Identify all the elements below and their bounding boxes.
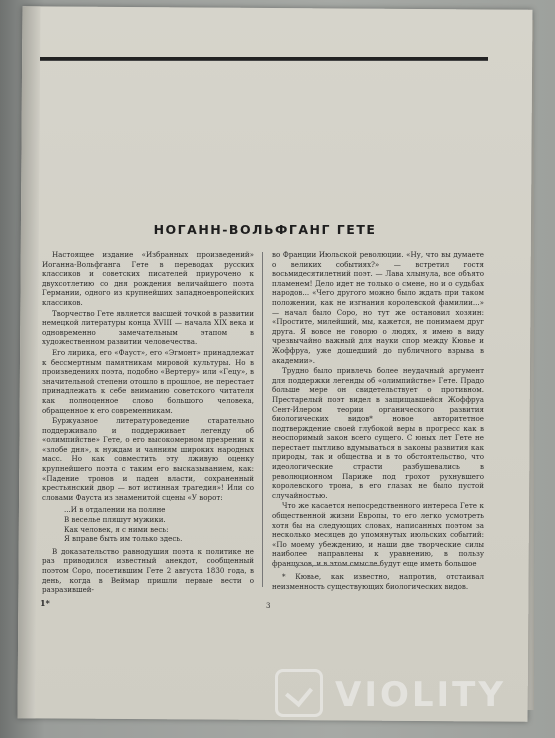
poem-line: Я вправе быть им только здесь.: [64, 534, 183, 544]
left-column: [42, 250, 254, 596]
paragraph: В доказательство равнодушия поэта к политике не раз приводился известный анекдот, сообщенный поэтом Соро, посетившим Гете 2 августа 1830 года, в день, когда в Веймар пришли первые вести о разразившей-: [42, 546, 254, 595]
page-gutter: [18, 6, 41, 718]
checkmark-icon: [275, 669, 323, 717]
paragraph: Что же касается непосредственного интереса Гете к общественной жизни Европы, то его легко усмотреть хотя бы на следующих словах, написанных поэтом за несколько месяцев до упомянутых июльских событий: «По моему убеждению, и наши две творческие силы наиболее направлены к уравнению, в пользу французов, и в этом смысле будут еще иметь большое: [272, 501, 484, 568]
paragraph: Настоящее издание «Избранных произведений» Иоганна-Вольфганга Гете в переводах русских классиков и советских писателей приурочено к двухсотлетию со дня рождения величайшего поэта Германии, одного из крупнейших западноевропейских классиков.: [42, 250, 254, 307]
watermark-logo: [275, 665, 545, 725]
paragraph: Буржуазное литературоведение старательно поддерживало и поддерживает легенду об «олимпийстве» Гете, о его высокомерном презрении к «злобе дня», к нуждам и чаяниям широких народных масс. Но как совместить эту лживую оценку крупнейшего поэта с таким его высказыванием, как: «Падение тронов и паден власти, сохраненный крестьянский двор — вот истинная трагедия»! Или со словами Фауста из знаменитой сцены «У ворот:: [42, 416, 254, 502]
signature-mark: 1*: [40, 598, 50, 608]
column-divider: [262, 252, 263, 587]
poem-line: Как человек, я с ними весь:: [64, 524, 169, 534]
chapter-title: НОГАНН-ВОЛЬФГАНГ ГЕТЕ: [153, 222, 377, 237]
footnote-rule: [290, 565, 380, 566]
footnote: [272, 572, 484, 591]
header-rule: [40, 57, 488, 61]
paragraph: Его лирика, его «Фауст», его «Эгмонт» принадлежат к бессмертным памятникам мировой культуры. Но в произведениях поэта, подобно «Вертеру» или «Гецу», в значительной степени отошло в прошлое, не перестает принадлежать к себе вниманию советского читателя как полноценное слово большого человека, обращенное к его современникам.: [42, 347, 254, 415]
page-number: 3: [266, 602, 271, 610]
footnote-text: * Кювье, как известно, напротив, отстаивал неизменность существующих биологических видов.: [272, 572, 484, 591]
poem-line: ...И в отдалении на поляне: [64, 505, 166, 515]
paragraph: во Франции Июльской революции. «Ну, что вы думаете о великих событиях?» — встретил гостя восьмидесятилетний поэт. — Лава хлынула, все объято пламенем! Дело идет не только о смене, но и о судьбах народов... «Чего другого можно было ждать при таком положении, как не изгнания королевской фамилии...» — начал было Соро, но тут же остановил хозяин: «Простите, милейший, мы, кажется, не понимаем друг друга. Я вовсе не говорю о людях, я имею в виду чрезвычайно важный для науки спор между Кювье и Жоффруа, уже дошедший до публичного взрыва в академии».: [272, 250, 484, 365]
paragraph: Творчество Гете является высшей точкой в развитии немецкой литературы конца XVIII — начала XIX века и одновременно замечательным этапом в художественном развитии человечества.: [42, 308, 254, 347]
right-column: [272, 250, 484, 570]
paragraph: Трудно было привлечь более неудачный аргумент для поддержки легенды об «олимпийстве» Гете. Прадо больше мере он свидетельствует о противном. Престарелый поэт видел в защищавшейся Жоффруа Сент-Илером теории органического развития биологических видов* новое авторитетное подтверждение своей глубокой веры в прогресс как в неоспоримый закон всего сущего. С юных лет Гете не перестает пытливо вдумываться в законы развития как природы, так и общества и в то обстоятельство, что идеологические страсти разбушевались в революционном Париже под грохот рухнувшего королевского трона, в его глазах не было пустой случайностью.: [272, 366, 484, 500]
poem-line: В веселье пляшут мужики.: [64, 515, 166, 525]
watermark-text: VIOLITY: [335, 675, 506, 715]
poem-quote: [64, 505, 254, 543]
